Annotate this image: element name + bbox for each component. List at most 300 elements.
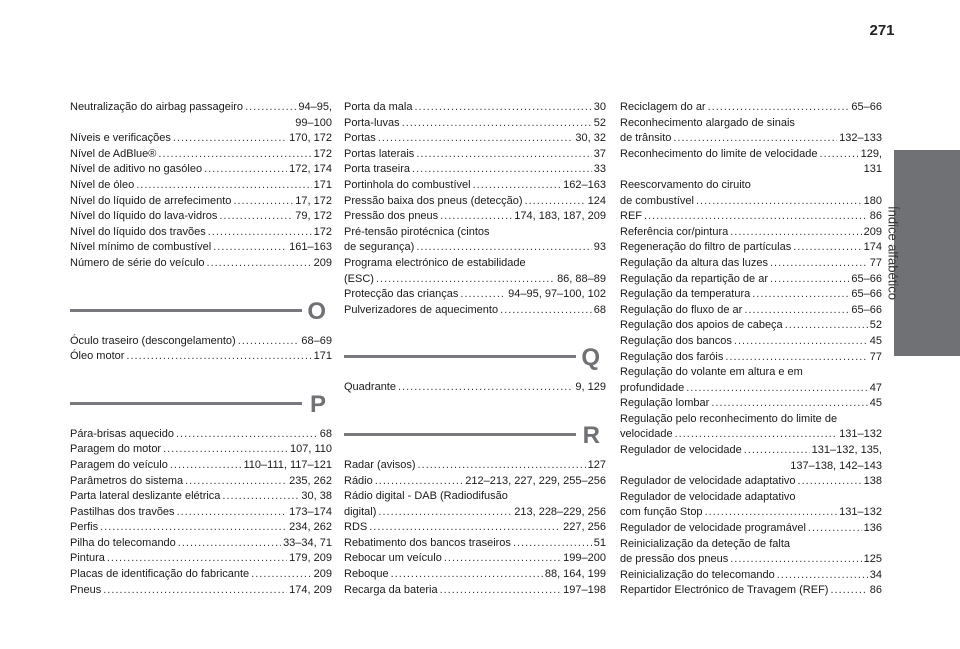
entry-pages: 45 <box>869 397 882 410</box>
entry-pages: 52 <box>593 116 606 129</box>
entry-line <box>344 194 606 210</box>
entry-pages-continued: 131 <box>863 163 882 176</box>
entry-pages: 33 <box>593 163 606 176</box>
entry-text: REF <box>620 210 642 223</box>
entry-pages: 68 <box>319 427 332 440</box>
side-tab-label <box>884 150 902 356</box>
entry-pages: 37 <box>593 147 606 160</box>
entry-pages: 172 <box>313 225 332 238</box>
dot-leader <box>238 334 300 350</box>
entry-text: Pulverizadores de aquecimento <box>344 303 499 316</box>
entry-line <box>344 583 606 599</box>
entry-pages: 86, 88–89 <box>557 272 606 285</box>
entry-pages: 77 <box>869 350 882 363</box>
dot-leader <box>176 427 318 443</box>
index-entry <box>344 303 606 319</box>
entry-text: Reinicialização da deteção de falta <box>620 537 791 550</box>
dot-leader <box>770 256 868 272</box>
index-entry <box>620 490 882 521</box>
entry-text: Regulador de velocidade <box>620 444 742 457</box>
entry-text: Óculo traseiro (descongelamento) <box>70 334 236 347</box>
index-entry <box>70 256 332 272</box>
dot-leader <box>163 442 288 458</box>
entry-line <box>620 178 882 194</box>
entry-pages: 17, 172 <box>295 194 332 207</box>
entry-line <box>70 489 332 505</box>
index-entry <box>70 349 332 365</box>
entry-pages: 212–213, 227, 229, 255–256 <box>465 474 606 487</box>
dot-leader <box>204 162 287 178</box>
index-entry <box>70 489 332 505</box>
dot-leader <box>444 551 561 567</box>
entry-text: Porta traseira <box>344 163 411 176</box>
entry-pages: 173–174 <box>289 505 332 518</box>
dot-leader <box>644 209 868 225</box>
entry-text: Quadrante <box>344 381 396 394</box>
entry-text: Pneus <box>70 583 102 596</box>
dot-leader <box>730 225 861 241</box>
index-entry <box>344 256 606 287</box>
entry-text: Reinicialização do telecomando <box>620 568 775 581</box>
entry-line <box>344 536 606 552</box>
index-entry <box>620 443 882 474</box>
entry-pages: 170, 172 <box>289 132 332 145</box>
entry-line <box>620 194 882 210</box>
entry-line <box>620 303 882 319</box>
entry-line <box>70 442 332 458</box>
entry-text: profundidade <box>620 381 685 394</box>
entry-text: Reescorvamento do ciruito <box>620 178 751 191</box>
index-entry <box>344 536 606 552</box>
entry-pages: 94–95, <box>298 101 332 113</box>
entry-line <box>620 334 882 350</box>
dot-leader <box>369 520 561 536</box>
dot-leader <box>752 287 849 303</box>
entry-text: Radar (avisos) <box>344 458 416 471</box>
entry-pages: 174, 183, 187, 209 <box>514 210 606 223</box>
dot-leader <box>222 489 299 505</box>
dot-leader <box>178 536 281 552</box>
entry-text: Portinhola do combustível <box>344 178 471 191</box>
index-entry <box>70 334 332 350</box>
entry-text: Reconhecimento alargado de sinais <box>620 116 795 129</box>
entry-line <box>344 100 606 116</box>
dot-leader <box>185 474 287 490</box>
entry-pages: 209 <box>863 225 882 238</box>
dot-leader <box>378 505 512 521</box>
entry-text: Programa electrónico de estabilidade <box>344 256 526 269</box>
entry-line <box>344 209 606 225</box>
entry-pages: 209 <box>313 568 332 581</box>
index-entry <box>344 147 606 163</box>
dot-leader <box>418 458 586 474</box>
letter-heading <box>70 296 332 326</box>
dot-leader <box>513 536 592 552</box>
index-entry <box>70 147 332 163</box>
entry-line <box>344 162 606 178</box>
entry-line <box>620 287 882 303</box>
index-entry <box>70 225 332 241</box>
dot-leader <box>378 131 574 147</box>
index-entry <box>620 334 882 350</box>
index-entry <box>344 380 606 396</box>
entry-line <box>344 147 606 163</box>
entry-pages: 86 <box>869 210 882 223</box>
entry-text: Nível do líquido dos travões <box>70 225 206 238</box>
entry-pages: 161–163 <box>289 241 332 254</box>
index-entry <box>620 318 882 334</box>
entry-text: Regulação dos bancos <box>620 334 732 347</box>
dot-leader <box>391 567 543 583</box>
entry-pages: 131–132, 135, <box>811 444 882 457</box>
entry-line <box>620 443 882 459</box>
entry-pages: 171 <box>313 178 332 191</box>
entry-text: Pintura <box>70 552 105 565</box>
entry-line <box>344 505 606 521</box>
entry-line <box>620 474 882 490</box>
entry-line <box>620 272 882 288</box>
index-entry <box>620 537 882 568</box>
entry-pages-continued: 99–100 <box>295 116 332 129</box>
entry-text: velocidade <box>620 428 673 441</box>
entry-pages: 86 <box>869 584 882 597</box>
dot-leader <box>793 240 861 256</box>
entry-line <box>344 240 606 256</box>
entry-pages: 52 <box>869 319 882 332</box>
entry-text: com função Stop <box>620 506 703 519</box>
entry-text: Regulação da temperatura <box>620 288 751 301</box>
entry-text: Nível de óleo <box>70 178 135 191</box>
dot-leader <box>744 443 810 459</box>
entry-text: Regulação da repartição de ar <box>620 272 768 285</box>
dot-leader <box>245 100 296 116</box>
entry-pages: 51 <box>593 536 606 549</box>
entry-pages: 125 <box>863 553 882 566</box>
entry-text: Pastilhas dos travões <box>70 505 175 518</box>
dot-leader <box>725 350 867 366</box>
index-entry <box>70 178 332 194</box>
index-entry <box>620 256 882 272</box>
dot-leader <box>251 567 311 583</box>
index-entry <box>620 303 882 319</box>
index-entry <box>344 489 606 520</box>
entry-line <box>620 396 882 412</box>
index-entry <box>70 583 332 599</box>
entry-text: Repartidor Electrónico de Travagem (REF) <box>620 584 829 597</box>
index-entry <box>70 536 332 552</box>
entry-text: Regulador de velocidade adaptativo <box>620 490 796 503</box>
dot-leader <box>734 334 868 350</box>
index-entry <box>344 583 606 599</box>
dot-leader <box>416 147 591 163</box>
entry-line <box>344 178 606 194</box>
entry-line <box>70 225 332 241</box>
dot-leader <box>820 147 859 163</box>
dot-leader <box>376 272 555 288</box>
dot-leader <box>675 427 838 443</box>
entry-pages: 68–69 <box>301 334 332 347</box>
index-entry <box>344 567 606 583</box>
entry-text: Referência cor/pintura <box>620 225 729 238</box>
entry-text: Regulação pelo reconhecimento do limite de <box>620 412 838 425</box>
entry-text: Porta da mala <box>344 101 413 113</box>
index-entry <box>620 272 882 288</box>
entry-line <box>620 427 882 443</box>
index-entry <box>620 568 882 584</box>
entry-line <box>344 474 606 490</box>
dot-leader <box>500 303 592 319</box>
index-entry <box>344 116 606 132</box>
entry-line <box>620 209 882 225</box>
letter-divider <box>344 433 576 436</box>
index-entry <box>70 442 332 458</box>
entry-line <box>344 256 606 272</box>
entry-line <box>620 568 882 584</box>
entry-line <box>70 583 332 599</box>
entry-line <box>70 551 332 567</box>
index-entry <box>344 194 606 210</box>
entry-line <box>344 458 606 474</box>
entry-line <box>620 240 882 256</box>
entry-text: Nível do líquido do lava-vidros <box>70 210 218 223</box>
entry-text: Regeneração do filtro de partículas <box>620 241 792 254</box>
entry-text: digital) <box>344 505 377 518</box>
index-entry <box>620 240 882 256</box>
letter-char: R <box>582 421 600 449</box>
entry-line <box>344 567 606 583</box>
entry-pages: 65–66 <box>851 303 882 316</box>
entry-text: Portas laterais <box>344 147 415 160</box>
index-entry <box>620 412 882 443</box>
index-entry <box>70 209 332 225</box>
entry-pages: 172, 174 <box>289 163 332 176</box>
entry-line <box>620 381 882 397</box>
side-tab <box>894 150 960 356</box>
letter-char: O <box>307 297 326 325</box>
entry-text: Portas <box>344 132 376 145</box>
index-entry <box>70 194 332 210</box>
entry-line <box>70 162 332 178</box>
entry-line <box>70 256 332 272</box>
entry-pages: 199–200 <box>563 552 606 565</box>
letter-heading <box>344 420 606 450</box>
entry-line <box>70 349 332 365</box>
entry-pages: 45 <box>869 334 882 347</box>
entry-line <box>344 551 606 567</box>
index-entry <box>70 458 332 474</box>
page-number: 271 <box>869 22 895 39</box>
entry-text: Nível de AdBlue® <box>70 147 157 160</box>
entry-pages: 124 <box>587 194 606 207</box>
letter-divider <box>70 309 302 312</box>
entry-pages: 77 <box>869 256 882 269</box>
entry-line <box>70 567 332 583</box>
entry-pages: 234, 262 <box>289 521 332 534</box>
entry-pages: 34 <box>869 568 882 581</box>
entry-text: Regulação do volante em altura e em <box>620 366 803 379</box>
dot-leader <box>673 131 837 147</box>
dot-leader <box>705 505 838 521</box>
index-entry <box>344 458 606 474</box>
entry-line <box>70 334 332 350</box>
entry-text: Rádio <box>344 474 373 487</box>
index-entry <box>344 551 606 567</box>
dot-leader <box>158 147 311 163</box>
dot-leader <box>173 131 287 147</box>
entry-text: Regulador de velocidade programável <box>620 522 806 535</box>
entry-text: Paragem do motor <box>70 443 162 456</box>
entry-pages: 65–66 <box>851 272 882 285</box>
entry-text: de segurança) <box>344 241 415 254</box>
entry-pages: 209 <box>313 256 332 269</box>
dot-leader <box>744 303 849 319</box>
dot-leader <box>460 287 506 303</box>
index-entry <box>344 474 606 490</box>
entry-line <box>344 380 606 396</box>
index-entry <box>620 396 882 412</box>
entry-text: Regulação dos apoios de cabeça <box>620 319 783 332</box>
entry-line <box>620 583 882 599</box>
entry-pages: 127 <box>587 458 606 471</box>
entry-text: Nível do líquido de arrefecimento <box>70 194 232 207</box>
entry-text: Regulação da altura das luzes <box>620 256 768 269</box>
entry-line <box>620 116 882 132</box>
entry-text: de trânsito <box>620 132 672 145</box>
side-tab-text: Índice alfabético <box>885 206 901 300</box>
index-entry <box>620 365 882 396</box>
entry-text: Paragem do veículo <box>70 458 168 471</box>
entry-pages: 174 <box>863 241 882 254</box>
entry-pages: 47 <box>869 381 882 394</box>
dot-leader <box>696 194 862 210</box>
entry-pages: 213, 228–229, 256 <box>514 505 606 518</box>
entry-text: Nível mínimo de combustível <box>70 241 212 254</box>
entry-line <box>70 209 332 225</box>
index-entry <box>344 131 606 147</box>
entry-text: Reboque <box>344 568 389 581</box>
dot-leader <box>126 349 311 365</box>
entry-pages: 174, 209 <box>289 583 332 596</box>
entry-text: Pré-tensão pirotécnica (cintos <box>344 225 490 238</box>
entry-pages: 235, 262 <box>289 474 332 487</box>
dot-leader <box>830 583 867 599</box>
entry-line <box>344 116 606 132</box>
index-entry <box>344 209 606 225</box>
index-entry <box>70 567 332 583</box>
index-entry <box>620 147 882 178</box>
entry-line <box>70 240 332 256</box>
entry-line <box>620 412 882 428</box>
entry-line <box>620 505 882 521</box>
entry-line <box>70 536 332 552</box>
entry-text: Neutralização do airbag passageiro <box>70 101 244 113</box>
entry-text: Placas de identificação do fabricante <box>70 568 250 581</box>
entry-pages: 136 <box>863 522 882 535</box>
entry-pages: 30, 32 <box>575 132 606 145</box>
entry-pages: 33–34, 71 <box>283 536 332 549</box>
dot-leader <box>177 505 288 521</box>
entry-text: Pressão dos pneus <box>344 210 439 223</box>
entry-line <box>620 552 882 568</box>
index-entry <box>620 583 882 599</box>
index-entry <box>620 287 882 303</box>
entry-text: Regulação do fluxo de ar <box>620 303 743 316</box>
entry-text: Regulação dos faróis <box>620 350 724 363</box>
dot-leader <box>711 396 867 412</box>
entry-text: Reconhecimento do limite de velocidade <box>620 147 818 160</box>
index-entry <box>70 427 332 443</box>
index-entry <box>620 116 882 147</box>
entry-line <box>620 537 882 553</box>
entry-line <box>344 131 606 147</box>
entry-text: Porta-luvas <box>344 116 400 129</box>
entry-pages: 79, 172 <box>295 210 332 223</box>
dot-leader <box>136 178 311 194</box>
entry-text: Regulação lombar <box>620 397 710 410</box>
dot-leader <box>208 225 312 241</box>
dot-leader <box>233 194 293 210</box>
entry-pages: 138 <box>863 475 882 488</box>
dot-leader <box>414 100 591 116</box>
entry-text: Rádio digital - DAB (Radiodifusão <box>344 490 508 503</box>
entry-pages-continued: 137–138, 142–143 <box>790 459 882 472</box>
entry-pages: 131–132 <box>839 428 882 441</box>
entry-line <box>620 490 882 506</box>
dot-leader <box>473 178 562 194</box>
entry-line <box>344 287 606 303</box>
entry-pages: 131–132 <box>839 506 882 519</box>
dot-leader <box>398 380 573 396</box>
entry-line <box>70 147 332 163</box>
entry-text: Recarga da bateria <box>344 583 438 596</box>
entry-text: Rebocar um veículo <box>344 552 442 565</box>
dot-leader <box>708 100 850 116</box>
entry-line <box>620 256 882 272</box>
entry-text: Nível de aditivo no gasóleo <box>70 163 203 176</box>
index-entry <box>70 520 332 536</box>
index-entry <box>620 521 882 537</box>
entry-pages: 172 <box>313 147 332 160</box>
entry-pages: 65–66 <box>851 101 882 113</box>
index-entry <box>620 350 882 366</box>
dot-leader <box>525 194 586 210</box>
index-entry <box>70 100 332 131</box>
dot-leader <box>416 240 591 256</box>
dot-leader <box>100 520 287 536</box>
index-column-3 <box>620 100 882 599</box>
entry-line <box>70 458 332 474</box>
entry-text: Número de série do veículo <box>70 256 205 269</box>
entry-text: Pilha do telecomando <box>70 536 176 549</box>
letter-divider <box>344 355 576 358</box>
dot-leader <box>213 240 287 256</box>
dot-leader <box>777 568 868 584</box>
dot-leader <box>170 458 242 474</box>
index-entry <box>620 209 882 225</box>
entry-line <box>344 272 606 288</box>
entry-line <box>70 427 332 443</box>
entry-text: RDS <box>344 521 368 534</box>
dot-leader <box>798 474 862 490</box>
entry-text: Parta lateral deslizante elétrica <box>70 490 221 503</box>
letter-divider <box>70 402 302 405</box>
entry-line <box>70 520 332 536</box>
dot-leader <box>412 162 592 178</box>
dot-leader <box>808 521 862 537</box>
entry-text: Níveis e verificações <box>70 132 171 145</box>
entry-pages: 179, 209 <box>289 552 332 565</box>
index-entry <box>344 520 606 536</box>
